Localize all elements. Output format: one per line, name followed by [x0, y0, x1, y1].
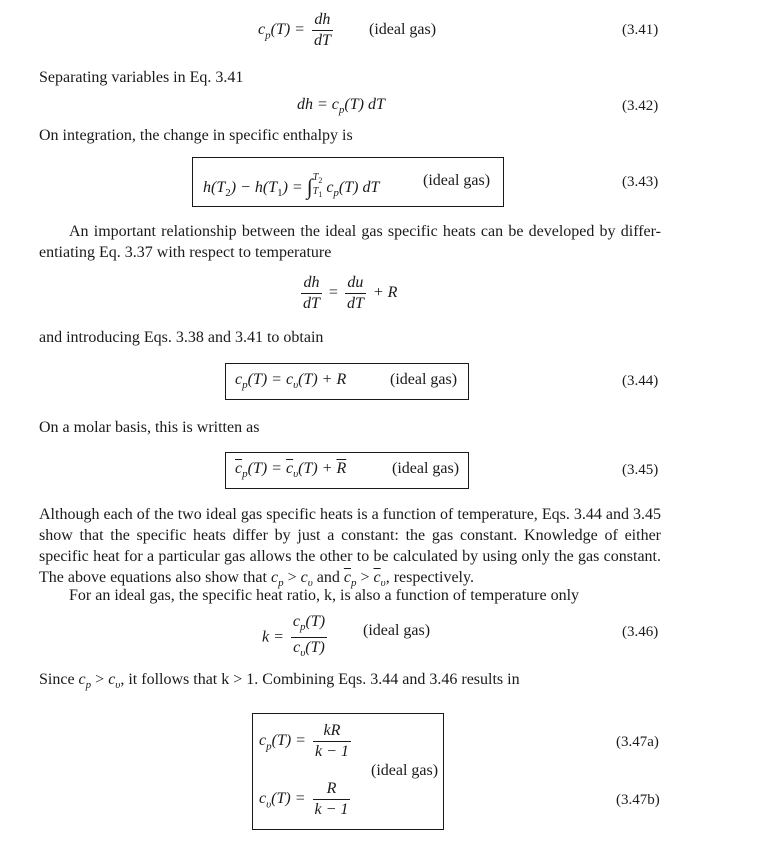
- equation-3-47b: $c_\upsilon(T)$ = $\frac{R}{k - 1}$: [259, 780, 349, 818]
- fraction-dh-dt: $\frac{dh}{dT}$: [313, 11, 331, 49]
- ideal-gas-note: (ideal gas): [390, 371, 458, 388]
- paragraph: Since $c_p > c_\upsilon$, it follows that k > 1. Combining Eqs. 3.44 and 3.46 results in: [39, 671, 520, 692]
- paragraph: On integration, the change in specific enthalpy is: [39, 127, 353, 144]
- equation-3-44: $c_p(T) = c_\upsilon(T) + R$: [235, 371, 347, 392]
- equation-3-45: $\overline{c}_p(T) = \overline{c}_\upsilon(T) + \overline{R}$: [235, 460, 347, 481]
- paragraph: Although each of the two ideal gas specific heats is a function of temperature, Eqs. 3.44 and 3.45 show that the specific heats differ by just a constant: the gas constant. Knowledge of either specific heat for a particular gas allows the other to be calculated by using only the gas constant. The above equations also show that $c_p > c_\upsilon$ and $\overline{c}_p > \overline{c}_\upsilon$, respectively.: [39, 506, 661, 590]
- paragraph: On a molar basis, this is written as: [39, 419, 260, 436]
- equation-number: (3.41): [622, 22, 659, 38]
- equation-differentiated: $\frac{dh}{dT}$ = $\frac{du}{dT}$ + R: [303, 274, 398, 312]
- paragraph: For an ideal gas, the specific heat ratio, k, is also a function of temperature only: [69, 587, 580, 604]
- equation-number: (3.47a): [616, 734, 659, 750]
- paragraph: Separating variables in Eq. 3.41: [39, 69, 244, 86]
- equation-number: (3.47b): [616, 792, 660, 808]
- paragraph: and introducing Eqs. 3.38 and 3.41 to obtain: [39, 329, 324, 346]
- integral-sign: ∫: [306, 174, 313, 199]
- equation-number: (3.46): [622, 624, 659, 640]
- equation-3-41: $c_p(T)$ = $\frac{dh}{dT}$: [258, 11, 331, 49]
- equation-3-46: k = $\frac{c_p(T)}{c_\upsilon(T)}$: [262, 612, 330, 663]
- equation-3-47a: $c_p(T)$ = $\frac{kR}{k - 1}$: [259, 722, 349, 760]
- fraction-du-dt: $\frac{du}{dT}$: [346, 274, 364, 312]
- ideal-gas-note: (ideal gas): [369, 21, 437, 38]
- ideal-gas-note: (ideal gas): [363, 622, 431, 639]
- equation-number: (3.45): [622, 462, 659, 478]
- equation-3-42: dh = $c_p(T)$ dT: [297, 96, 385, 117]
- equation-number: (3.43): [622, 174, 659, 190]
- fraction-r: $\frac{R}{k - 1}$: [314, 780, 349, 818]
- ideal-gas-note: (ideal gas): [423, 172, 491, 189]
- fraction-dh-dt: $\frac{dh}{dT}$: [303, 274, 320, 312]
- paragraph: An important relationship between the ideal gas specific heats can be developed by differ-entiating Eq. 3.37 with respect to temperature: [39, 223, 661, 261]
- fraction-kr: $\frac{kR}{k - 1}$: [314, 722, 349, 760]
- ideal-gas-note: (ideal gas): [392, 460, 460, 477]
- equation-number: (3.44): [622, 373, 659, 389]
- fraction-cp-cv: $\frac{c_p(T)}{c_\upsilon(T)}$: [292, 613, 326, 660]
- equation-number: (3.42): [622, 98, 659, 114]
- equation-3-43: $h(T_2) - h(T_1)$ = ∫ $T_2$ $T_1$ $c_p(T)$ dT: [203, 172, 380, 200]
- ideal-gas-note: (ideal gas): [371, 762, 439, 779]
